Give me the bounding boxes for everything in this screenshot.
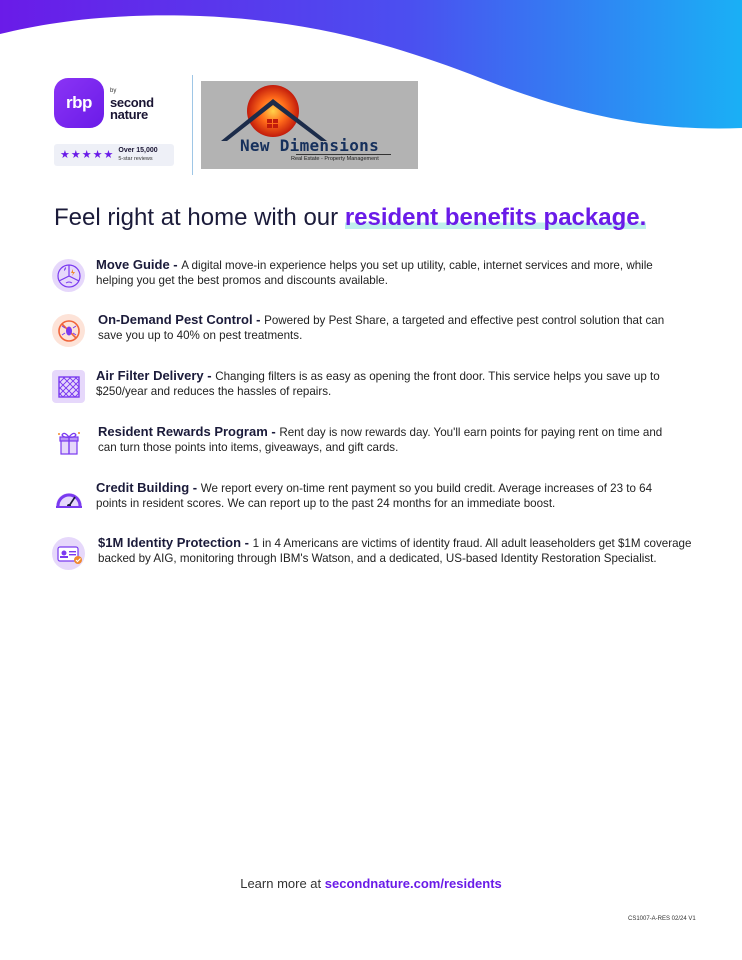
second-text: second <box>110 95 154 110</box>
footer-link[interactable]: secondnature.com/residents <box>324 876 502 891</box>
benefit-title: Credit Building - <box>96 480 201 495</box>
credit-gauge-icon <box>52 482 85 515</box>
benefit-desc-line2: $250/year and reduces the hassles of repairs. <box>96 385 332 398</box>
star-icon: ★ <box>92 148 103 161</box>
benefit-title: Resident Rewards Program - <box>98 424 280 439</box>
benefit-desc-line1: Powered by Pest Share, a targeted and effective pest control solution that can <box>264 314 665 327</box>
benefit-text <box>98 535 691 566</box>
benefit-text <box>96 368 660 399</box>
benefit-desc-line1: 1 in 4 Americans are victims of identity fraud. All adult leaseholders get $1M coverage <box>252 537 692 550</box>
benefit-text <box>98 312 664 343</box>
rbp-badge <box>54 78 104 128</box>
headline-lead: Feel right at home with our <box>54 204 345 231</box>
star-icon: ★ <box>81 148 92 161</box>
benefit-desc-line2: save you up to 40% on pest treatments. <box>98 329 303 342</box>
partner-logo <box>201 81 418 169</box>
id-card-icon <box>52 537 85 570</box>
review-text <box>118 147 157 163</box>
gift-icon <box>52 426 85 459</box>
benefit-desc-line2: can turn those points into items, giveaways, and gift cards. <box>98 441 399 454</box>
benefit-air-filter <box>52 368 702 408</box>
benefit-desc-line2: backed by AIG, monitoring through IBM's Watson, and a dedicated, US-based Identity Restoration Specialist. <box>98 552 657 565</box>
benefit-text <box>98 424 662 455</box>
benefit-move-guide <box>52 257 702 297</box>
benefit-text <box>96 257 653 288</box>
benefit-pest-control <box>52 312 702 352</box>
benefit-desc-line1: Changing filters is as easy as opening the front door. This service helps you save up to <box>215 370 660 383</box>
benefit-desc-line1: A digital move-in experience helps you set up utility, cable, internet services and more, while <box>181 259 653 272</box>
partner-name: New Dimensions <box>239 136 380 155</box>
air-filter-icon <box>52 370 85 403</box>
page-headline <box>54 204 714 232</box>
document-code: CS1007-A-RES 02/24 V1 <box>628 916 696 922</box>
benefit-text <box>96 480 652 511</box>
move-guide-icon <box>52 259 85 292</box>
review-subtext: 5-star reviews <box>118 156 153 162</box>
benefit-desc-line1: We report every on-time rent payment so you build credit. Average increases of 23 to 64 <box>200 482 653 495</box>
benefit-title: Air Filter Delivery - <box>96 368 216 383</box>
benefit-title: $1M Identity Protection - <box>98 535 253 550</box>
rbp-badge-text: rbp <box>66 93 92 112</box>
benefit-desc-line1: Rent day is now rewards day. You'll earn points for paying rent on time and <box>279 426 663 439</box>
star-rating <box>60 150 113 161</box>
by-text: by <box>110 88 117 94</box>
benefit-resident-rewards <box>52 424 702 464</box>
second-nature-wordmark <box>110 85 154 121</box>
brand-block <box>54 78 180 166</box>
benefit-title: Move Guide - <box>96 257 182 272</box>
benefit-title: On-Demand Pest Control - <box>98 312 265 327</box>
star-icon: ★ <box>60 148 70 161</box>
benefit-desc-line2: helping you get the best promos and discounts available. <box>96 274 388 287</box>
reviews-badge <box>54 144 174 166</box>
star-icon: ★ <box>103 148 114 161</box>
headline-accent: resident benefits package. <box>344 204 647 231</box>
benefit-credit-building <box>52 480 702 520</box>
benefit-identity-protection <box>52 535 702 575</box>
partner-tagline: Real Estate - Property Management <box>291 156 379 162</box>
footer-cta <box>0 876 742 891</box>
star-icon: ★ <box>70 148 81 161</box>
footer-lead: Learn more at <box>240 876 325 891</box>
nature-text: nature <box>110 107 148 122</box>
rbp-logo <box>54 78 180 128</box>
pest-control-icon <box>52 314 85 347</box>
logo-divider <box>192 75 193 175</box>
benefit-desc-line2: points in resident scores. We can report up to the past 24 months for an immediate boost. <box>96 497 556 510</box>
review-count: Over 15,000 <box>118 147 158 154</box>
